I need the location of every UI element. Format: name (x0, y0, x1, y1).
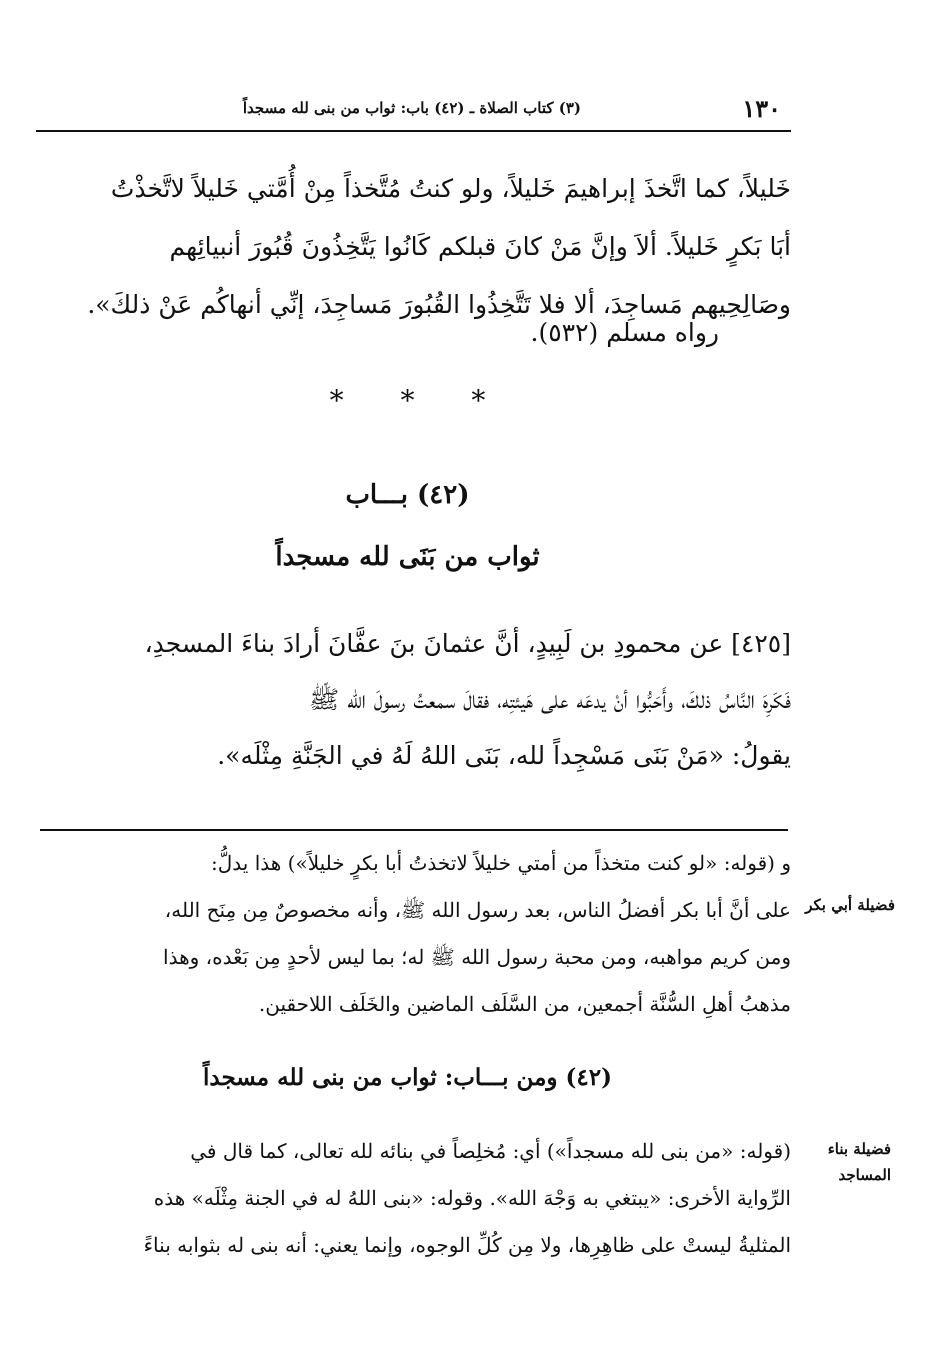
page-header (36, 94, 791, 132)
text-line: فَكَرِهَ النَّاسُ ذلكَ، وأَحَبُّوا أنْ يدعَه على هَيئتِه، فقالَ سمعتُ رسولَ الله ﷺ (309, 685, 791, 714)
chapter-title: ثواب من بَنَى لله مسجداً (275, 542, 540, 572)
margin-note (801, 1136, 891, 1188)
commentary-abu-bakr (36, 840, 791, 1028)
margin-note-line: فضيلة بناء (827, 1140, 891, 1158)
running-title: (٣) كتاب الصلاة ـ (٤٢) باب: ثواب من بنى لله مسجداً (242, 99, 581, 117)
margin-note: فضيلة أبي بكر (805, 896, 895, 914)
text-line: الرِّواية الأخرى: «يبتغي به وَجْهَ الله». وقوله: «بنى اللهُ له في الجنة مِثْلَه» هذه (153, 1186, 791, 1210)
chapter-number: (٤٢) بـــاب (345, 480, 470, 510)
text-line: أبَا بَكرٍ خَليلاً. ألاَ وإنَّ مَنْ كانَ قبلكم كَانُوا يَتَّخِذُونَ قُبُورَ أنبيائِهم (169, 232, 791, 261)
text-line: مذهبُ أهلِ السُّنَّة أجمعين، من السَّلَف الماضين والخَلَف اللاحقين. (258, 992, 791, 1016)
text-line: [٤٢٥] عن محمودِ بن لَبِيدٍ، أنَّ عثمانَ بنَ عفَّانَ أرادَ بناءَ المسجدِ، (144, 629, 791, 658)
text-line: المثليةُ ليستْ على ظاهِرِها، ولا مِن كُلِّ الوجوه، وإنما يعني: أنه بنى له بثوابه بناءً (143, 1233, 791, 1257)
margin-note-line: المساجد (838, 1166, 891, 1184)
text-line: خَليلاً، كما اتَّخذَ إبراهيمَ خَليلاً، ولو كنتُ مُتَّخذاً مِنْ أُمَّتي خَليلاً لاتَّخذْتُ (110, 174, 791, 203)
commentary-mosque (36, 1128, 791, 1269)
text-line: ومن كريم مواهبه، ومن محبة رسول الله ﷺ له؛ بما ليس لأحدٍ مِن بَعْده، وهذا (163, 945, 791, 969)
commentary-section-heading: (٤٢) ومن بـــاب: ثواب من بنى لله مسجداً (202, 1064, 612, 1091)
section-separator: * * * (329, 384, 486, 417)
text-line: على أنَّ أبا بكر أفضلُ الناس، بعد رسول الله ﷺ، وأنه مخصوصٌ مِن مِنَح الله، (164, 898, 791, 922)
text-line: وصَالِحِيهم مَساجِدَ، ألا فلا تَتَّخِذُوا القُبُورَ مَساجِدَ، إنِّي أنهاكُم عَنْ ذلكَ». (87, 290, 791, 319)
text-line: و (قوله: «لو كنت متخذاً من أمتي خليلاً لاتخذتُ أبا بكرٍ خليلاً») هذا يدلُّ: (211, 851, 791, 875)
text-line: يقولُ: «مَنْ بَنَى مَسْجِداً لله، بَنَى اللهُ لَهُ في الجَنَّةِ مِثْلَه». (217, 741, 791, 770)
text-line: (قوله: «من بنى لله مسجداً») أي: مُخلِصاً في بنائه لله تعالى، كما قال في (190, 1139, 791, 1163)
page-number: ١٣٠ (742, 94, 781, 123)
hadith-source: رواه مسلم (٥٣٢). (530, 318, 719, 347)
footnote-divider (40, 829, 788, 831)
hadith-425 (31, 616, 791, 784)
main-hadith-text (31, 160, 791, 334)
